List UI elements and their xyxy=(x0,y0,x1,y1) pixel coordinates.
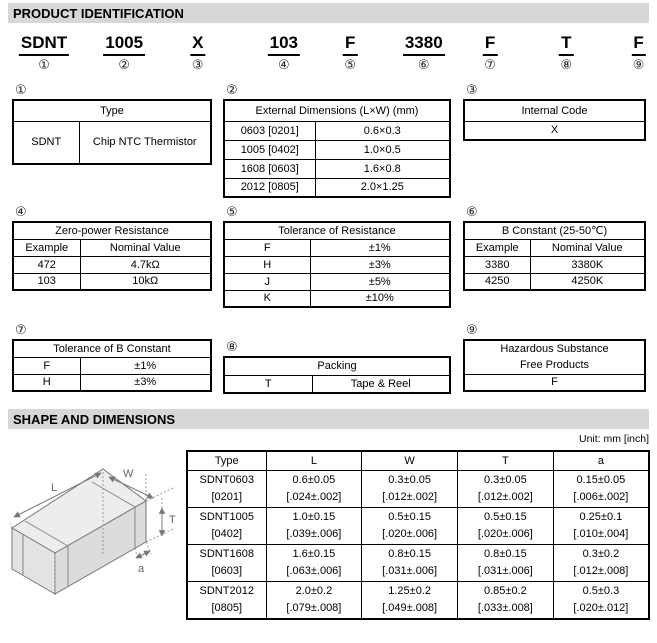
table-cell: H xyxy=(224,256,310,273)
table-cell: Nominal Value xyxy=(80,239,211,256)
table-cell: 0.3±0.05 [.012±.002] xyxy=(458,470,554,507)
table-label: ④ xyxy=(15,204,27,219)
table-cell: 4250K xyxy=(530,273,645,290)
table-title: Internal Code xyxy=(464,100,645,121)
table-title: Zero-power Resistance xyxy=(13,222,211,239)
table-cell: 0.85±0.2 [.033±.008] xyxy=(458,581,554,619)
code-tables-row-1 xyxy=(12,82,647,198)
table-cell: 0.5±0.3 [.020±.012] xyxy=(553,581,649,619)
zero-power-resistance-table-block xyxy=(12,204,212,291)
part-index: ⑨ xyxy=(632,57,645,72)
table-row xyxy=(13,239,211,256)
table-label: ⑤ xyxy=(226,204,238,219)
table-cell: 1.0×0.5 xyxy=(315,140,450,159)
table-cell: 0.5±0.15 [.020±.006] xyxy=(458,507,554,544)
table-cell: SDNT1608 [0603] xyxy=(187,544,266,581)
part-code: T xyxy=(559,32,573,56)
table-cell: SDNT2012 [0805] xyxy=(187,581,266,619)
table-row xyxy=(13,256,211,273)
table-cell: 103 xyxy=(13,273,80,290)
part-code: 103 xyxy=(268,32,300,56)
part-index: ① xyxy=(38,57,50,72)
code-tables-row-2 xyxy=(12,204,647,308)
table-title: External Dimensions (L×W) (mm) xyxy=(224,100,450,121)
table-cell: SDNT0603 [0201] xyxy=(187,470,266,507)
table-title: Packing xyxy=(224,357,450,375)
part-number-segment xyxy=(190,32,205,72)
table-row xyxy=(464,256,645,273)
table-cell: 0.3±0.05 [.012±.002] xyxy=(362,470,458,507)
table-label: ② xyxy=(226,82,238,97)
part-number-breakdown xyxy=(0,32,657,76)
table-row xyxy=(224,290,450,307)
internal-code-table-block xyxy=(463,82,646,141)
column-header: Type xyxy=(187,451,266,470)
projection-line xyxy=(10,510,12,528)
table-row xyxy=(187,470,649,507)
external-dimensions-table xyxy=(223,99,451,198)
table-cell: 1.6×0.8 xyxy=(315,159,450,178)
part-index: ⑧ xyxy=(560,57,573,72)
table-cell: F xyxy=(464,374,645,391)
table-label: ⑥ xyxy=(466,204,478,219)
type-table xyxy=(12,99,212,165)
part-number-segment xyxy=(103,32,145,72)
projection-line xyxy=(146,528,175,542)
dimension-label-a: a xyxy=(138,563,145,575)
part-number-segment xyxy=(19,32,69,72)
table-title: B Constant (25-50℃) xyxy=(464,222,645,239)
section-header-product-identification xyxy=(8,3,649,23)
part-number-segment xyxy=(343,32,357,72)
table-cell: F xyxy=(224,239,310,256)
part-index: ⑦ xyxy=(484,57,496,72)
part-code: F xyxy=(483,32,497,56)
part-code: 3380 xyxy=(403,32,445,56)
table-cell: 2.0×1.25 xyxy=(315,178,450,197)
table-cell: 0.6×0.3 xyxy=(315,121,450,140)
type-table-block xyxy=(12,82,212,165)
table-row xyxy=(224,121,450,140)
table-row xyxy=(464,239,645,256)
table-cell: ±3% xyxy=(80,374,211,391)
table-row xyxy=(224,273,450,290)
table-cell: 2012 [0805] xyxy=(224,178,315,197)
table-label: ⑦ xyxy=(15,322,27,337)
table-cell: Tape & Reel xyxy=(312,375,450,393)
table-label: ⑧ xyxy=(226,339,238,354)
column-header: W xyxy=(362,451,458,470)
table-cell: J xyxy=(224,273,310,290)
table-cell: 10kΩ xyxy=(80,273,211,290)
column-header: T xyxy=(458,451,554,470)
part-code: F xyxy=(631,32,645,56)
table-cell: H xyxy=(13,374,80,391)
dimension-label-l: L xyxy=(51,482,58,494)
table-label: ① xyxy=(15,82,27,97)
section-title: PRODUCT IDENTIFICATION xyxy=(13,5,184,21)
table-title-line1: Hazardous Substance xyxy=(500,343,609,356)
dimensions-table xyxy=(186,450,650,620)
tolerance-of-b-constant-table xyxy=(12,339,212,392)
table-cell: 1.25±0.2 [.049±.008] xyxy=(362,581,458,619)
b-constant-table-block xyxy=(463,204,646,291)
table-title: Tolerance of Resistance xyxy=(224,222,450,239)
packing-table-block xyxy=(223,339,451,394)
table-cell: SDNT1005 [0402] xyxy=(187,507,266,544)
part-number-segment xyxy=(559,32,573,72)
table-cell: 1.6±0.15 [.063±.006] xyxy=(266,544,362,581)
table-cell: Example xyxy=(13,239,80,256)
table-row xyxy=(13,357,211,374)
table-label: ⑨ xyxy=(466,322,478,337)
table-row xyxy=(224,256,450,273)
dimension-label-w: W xyxy=(123,468,134,480)
table-cell: 1.0±0.15 [.039±.006] xyxy=(266,507,362,544)
table-cell: SDNT xyxy=(13,121,79,164)
table-cell: 4.7kΩ xyxy=(80,256,211,273)
internal-code-table xyxy=(463,99,646,141)
table-cell: T xyxy=(224,375,312,393)
part-code: F xyxy=(343,32,357,56)
table-cell: ±1% xyxy=(310,239,450,256)
table-label: ③ xyxy=(466,82,478,97)
part-index: ⑥ xyxy=(417,57,430,72)
part-number-segment xyxy=(403,32,445,72)
table-row xyxy=(224,178,450,197)
table-cell: ±5% xyxy=(310,273,450,290)
section-header-shape-and-dimensions xyxy=(8,409,649,429)
dimensions-table-header-row xyxy=(187,451,649,470)
table-row xyxy=(224,239,450,256)
table-title: Tolerance of B Constant xyxy=(13,340,211,357)
table-row xyxy=(13,121,211,164)
table-cell: 0603 [0201] xyxy=(224,121,315,140)
table-title-line2: Free Products xyxy=(519,359,590,372)
table-row xyxy=(13,273,211,290)
code-tables-row-3 xyxy=(12,322,647,394)
dimension-label-t: T xyxy=(169,514,176,526)
part-index: ③ xyxy=(191,57,204,72)
table-cell: 472 xyxy=(13,256,80,273)
part-code: SDNT xyxy=(19,32,69,56)
table-cell: 0.8±0.15 [.031±.006] xyxy=(458,544,554,581)
part-code: 1005 xyxy=(103,32,145,56)
b-constant-table xyxy=(463,221,646,291)
hazardous-table xyxy=(463,339,646,392)
dimension-line-a xyxy=(136,551,150,558)
table-cell: 3380K xyxy=(530,256,645,273)
external-dimensions-table-block xyxy=(223,82,451,198)
table-row xyxy=(224,159,450,178)
table-cell: X xyxy=(464,121,645,140)
column-header: L xyxy=(266,451,362,470)
table-cell: Nominal Value xyxy=(530,239,645,256)
table-row xyxy=(464,273,645,290)
table-cell: ±10% xyxy=(310,290,450,307)
hazardous-table-block xyxy=(463,322,646,392)
table-row xyxy=(224,140,450,159)
part-index: ④ xyxy=(277,57,290,72)
shape-and-dimensions-content xyxy=(10,450,650,620)
table-cell: 0.6±0.05 [.024±.002] xyxy=(266,470,362,507)
table-cell: 3380 xyxy=(464,256,530,273)
table-cell: 0.5±0.15 [.020±.006] xyxy=(362,507,458,544)
table-row xyxy=(187,507,649,544)
section-title: SHAPE AND DIMENSIONS xyxy=(13,411,176,427)
table-cell: 0.3±0.2 [.012±.008] xyxy=(553,544,649,581)
zero-power-resistance-table xyxy=(12,221,212,291)
table-row xyxy=(13,374,211,391)
table-cell: Example xyxy=(464,239,530,256)
table-row xyxy=(187,544,649,581)
projection-line xyxy=(146,487,175,501)
tolerance-of-resistance-table-block xyxy=(223,204,451,308)
table-title: Type xyxy=(13,100,211,121)
table-title xyxy=(464,340,645,374)
chip-dimension-diagram xyxy=(10,460,182,616)
unit-note: Unit: mm [inch] xyxy=(578,433,649,445)
table-cell: 0.8±0.15 [.031±.006] xyxy=(362,544,458,581)
part-number-segment xyxy=(631,32,645,72)
table-cell: 2.0±0.2 [.079±.008] xyxy=(266,581,362,619)
table-row xyxy=(464,374,645,391)
table-row xyxy=(224,375,450,393)
table-cell: K xyxy=(224,290,310,307)
table-cell: ±1% xyxy=(80,357,211,374)
table-cell: 0.25±0.1 [.010±.004] xyxy=(553,507,649,544)
part-number-segment xyxy=(268,32,300,72)
chip-figure xyxy=(10,450,186,616)
part-code: X xyxy=(190,32,205,56)
tolerance-of-b-constant-table-block xyxy=(12,322,212,392)
packing-table xyxy=(223,356,451,394)
table-cell: F xyxy=(13,357,80,374)
table-cell: Chip NTC Thermistor xyxy=(79,121,211,164)
table-cell: 1608 [0603] xyxy=(224,159,315,178)
column-header: a xyxy=(553,451,649,470)
part-index: ⑤ xyxy=(344,57,356,72)
part-index: ② xyxy=(118,57,130,72)
table-row xyxy=(464,121,645,140)
table-cell: ±3% xyxy=(310,256,450,273)
table-cell: 0.15±0.05 [.006±.002] xyxy=(553,470,649,507)
table-cell: 1005 [0402] xyxy=(224,140,315,159)
table-row xyxy=(187,581,649,619)
tolerance-of-resistance-table xyxy=(223,221,451,308)
table-cell: 4250 xyxy=(464,273,530,290)
part-number-segment xyxy=(483,32,497,72)
